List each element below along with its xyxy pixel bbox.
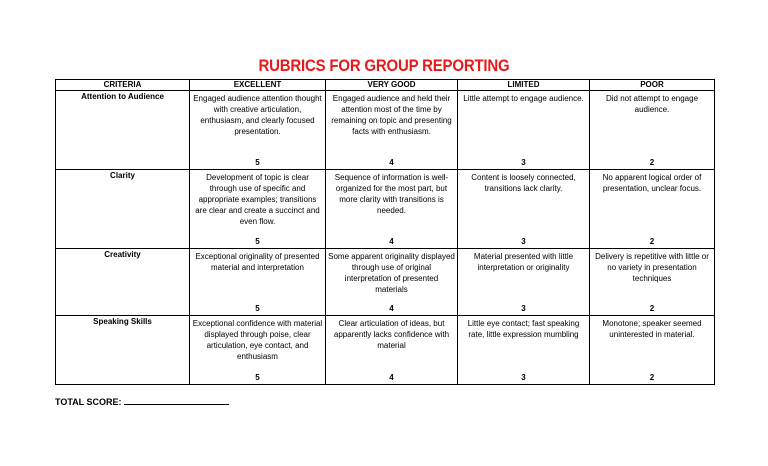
- rubric-cell: [190, 316, 326, 385]
- cell-description: Did not attempt to engage audience.: [605, 94, 699, 114]
- header-very-good: VERY GOOD: [326, 80, 458, 91]
- cell-score: 2: [649, 158, 655, 167]
- rubric-cell: [326, 91, 458, 170]
- cell-score: 3: [521, 237, 526, 246]
- cell-description: No apparent logical order of presentation, unclear focus.: [602, 173, 702, 193]
- rubric-cell: [590, 249, 715, 316]
- cell-score: 4: [389, 158, 394, 167]
- rubric-cell: [190, 91, 326, 170]
- table-row: [56, 316, 715, 385]
- cell-description: Some apparent originality displayed through use of original interpretation of presented materials: [328, 252, 455, 294]
- cell-description: Content is loosely connected, transitions lack clarity.: [471, 173, 576, 193]
- page-title: RUBRICS FOR GROUP REPORTING: [258, 56, 510, 75]
- cell-description: Delivery is repetitive with little or no variety in presentation techniques: [595, 252, 709, 283]
- cell-description: Exceptional confidence with material displayed through poise, clear articulation, eye contact, and enthusiasm: [192, 319, 323, 361]
- criteria-cell: Attention to Audience: [56, 91, 190, 170]
- cell-description: Little eye contact; fast speaking rate, little expression mumbling: [467, 319, 580, 339]
- header-limited: LIMITED: [458, 80, 590, 91]
- cell-description: Sequence of information is well- organized for the most part, but more clarity with transitions is needed.: [334, 173, 449, 215]
- cell-score: 5: [255, 158, 260, 167]
- cell-description: Engaged audience attention thought with creative articulation, enthusiasm, and clearly focused presentation.: [193, 94, 322, 136]
- total-score: [55, 396, 229, 407]
- cell-description: Clear articulation of ideas, but apparently lacks confidence with material: [333, 319, 450, 350]
- criteria-cell: Clarity: [56, 170, 190, 249]
- rubric-table: [55, 79, 715, 385]
- table-row: [56, 91, 715, 170]
- header-criteria: CRITERIA: [56, 80, 190, 91]
- rubric-cell: [190, 170, 326, 249]
- cell-description: Development of topic is clear through use of specific and appropriate examples; transitions are clear and create a succinct and even flow.: [195, 173, 320, 226]
- rubric-cell: [458, 170, 590, 249]
- cell-description: Monotone; speaker seemed uninterested in material.: [602, 319, 702, 339]
- cell-score: 5: [255, 304, 260, 313]
- criteria-cell: Creativity: [56, 249, 190, 316]
- rubric-cell: [458, 249, 590, 316]
- cell-score: 4: [389, 237, 394, 246]
- cell-score: 4: [389, 373, 394, 382]
- cell-score: 3: [521, 373, 526, 382]
- cell-score: 5: [255, 373, 260, 382]
- cell-description: Material presented with little interpretation or originality: [473, 252, 574, 272]
- header-row: [56, 80, 715, 91]
- rubric-cell: [590, 316, 715, 385]
- rubric-cell: [326, 316, 458, 385]
- cell-description: Engaged audience and held their attention most of the time by remaining on topic and presenting facts with enthusiasm.: [331, 94, 452, 136]
- header-excellent: EXCELLENT: [190, 80, 326, 91]
- header-poor: POOR: [590, 80, 715, 91]
- cell-description: Exceptional originality of presented material and interpretation: [195, 252, 320, 272]
- total-score-line: [124, 396, 229, 405]
- cell-score: 2: [649, 237, 655, 246]
- table-row: [56, 170, 715, 249]
- rubric-cell: [590, 91, 715, 170]
- rubric-cell: [326, 249, 458, 316]
- criteria-cell: Speaking Skills: [56, 316, 190, 385]
- rubric-cell: [458, 91, 590, 170]
- cell-score: 5: [255, 237, 260, 246]
- total-score-label: TOTAL SCORE:: [55, 397, 122, 407]
- rubric-cell: [458, 316, 590, 385]
- table-row: [56, 249, 715, 316]
- cell-score: 3: [521, 158, 526, 167]
- cell-description: Little attempt to engage audience.: [463, 94, 584, 103]
- cell-score: 4: [389, 304, 394, 313]
- cell-score: 2: [649, 304, 655, 313]
- rubric-cell: [326, 170, 458, 249]
- rubric-cell: [190, 249, 326, 316]
- cell-score: 2: [649, 373, 655, 382]
- rubric-cell: [590, 170, 715, 249]
- cell-score: 3: [521, 304, 526, 313]
